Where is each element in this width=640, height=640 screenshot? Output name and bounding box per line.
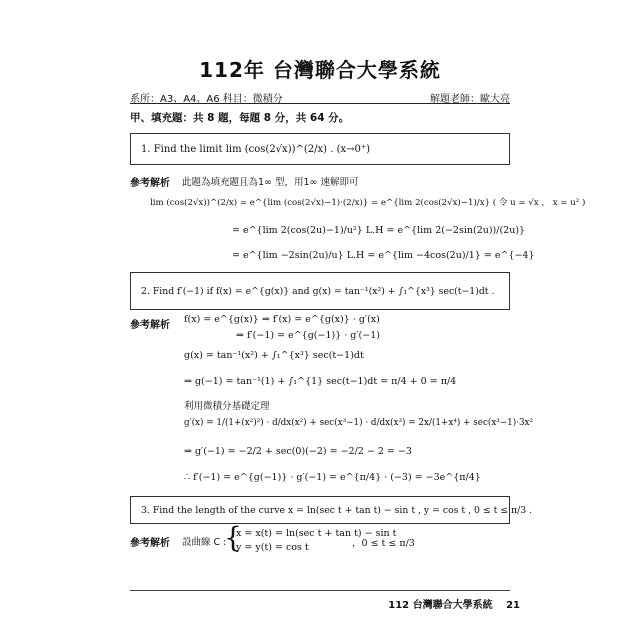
teacher-name: 解題老師：歐大亮 — [430, 94, 510, 105]
question-1-box — [130, 133, 510, 165]
q3-system-x: x = x(t) = ln(sec t + tan t) − sin t — [236, 528, 397, 539]
q3-range: ，0 ≤ t ≤ π/3 — [352, 538, 415, 549]
q2-step-6: g′(x) = 1/(1+(x²)²) · d/dx(x²) + sec(x³−1) · d/dx(x³) = 2x/(1+x⁴) + sec(x³−1)·3x² — [184, 418, 534, 428]
solution-label-3: 參考解析 — [130, 538, 170, 549]
footer-divider — [130, 590, 510, 591]
q2-step-7: ⇒ g′(−1) = −2/2 + sec(0)(−2) = −2/2 − 2 = −3 — [184, 446, 412, 457]
q1-step-1: lim (cos(2√x))^(2/x) = e^{lim (cos(2√x)−1)·(2/x)} = e^{lim 2(cos(2√x)−1)/x} ( 令 u = √x ， x = u² ) — [150, 198, 586, 208]
q1-note: 此題為填充題且為1∞ 型，用1∞ 速解即可 — [182, 177, 359, 188]
solution-label-1: 參考解析 — [130, 178, 170, 189]
q2-step-5: 利用微積分基礎定理 — [184, 401, 270, 412]
question-3-box — [130, 496, 533, 524]
page-title: 112年 台灣聯合大學系統 — [199, 58, 441, 82]
solution-label-2: 參考解析 — [130, 320, 170, 331]
q2-step-4: ⇒ g(−1) = tan⁻¹(1) + ∫₁^{1} sec(t−1)dt = π/4 + 0 = π/4 — [184, 376, 457, 387]
q1-step-3: = e^{lim −2sin(2u)/u} L.H = e^{lim −4cos(2u)/1} = e^{−4} — [232, 250, 535, 261]
q3-intro: 設曲線 C : — [182, 537, 227, 548]
q3-system-y: y = y(t) = cos t — [236, 542, 309, 553]
question-2-box — [130, 272, 510, 310]
page-footer — [388, 596, 520, 611]
footer-book-title: 112 台灣聯合大學系統 — [388, 600, 493, 611]
dept-subject: 系所：A3、A4、A6 科目：微積分 — [130, 94, 283, 105]
question-3-text: 3. Find the length of the curve x = ln(sec t + tan t) − sin t , y = cos t , 0 ≤ t ≤ π/3 . — [141, 504, 533, 516]
page-number: 21 — [506, 600, 520, 611]
q2-step-1: f(x) = e^{g(x)} ⇒ f′(x) = e^{g(x)} · g′(x) — [184, 314, 380, 325]
question-1-text: 1. Find the limit lim (cos(2√x))^(2/x) . (x→0⁺) — [141, 143, 371, 155]
question-2-text: 2. Find f′(−1) if f(x) = e^{g(x)} and g(x) = tan⁻¹(x²) + ∫₁^{x³} sec(t−1)dt . — [141, 285, 495, 297]
q2-step-2: ⇒ f′(−1) = e^{g(−1)} · g′(−1) — [236, 330, 380, 341]
q2-step-8: ∴ f′(−1) = e^{g(−1)} · g′(−1) = e^{π/4} · (−3) = −3e^{π/4} — [184, 472, 481, 483]
q1-step-2: = e^{lim 2(cos(2u)−1)/u²} L.H = e^{lim 2(−2sin(2u))/(2u)} — [232, 225, 526, 236]
left-brace: { — [224, 521, 242, 554]
q2-step-3: g(x) = tan⁻¹(x²) + ∫₁^{x³} sec(t−1)dt — [184, 350, 364, 361]
header-divider — [130, 103, 510, 104]
section-heading: 甲、填充題：共 8 題，每題 8 分，共 64 分。 — [130, 112, 350, 124]
